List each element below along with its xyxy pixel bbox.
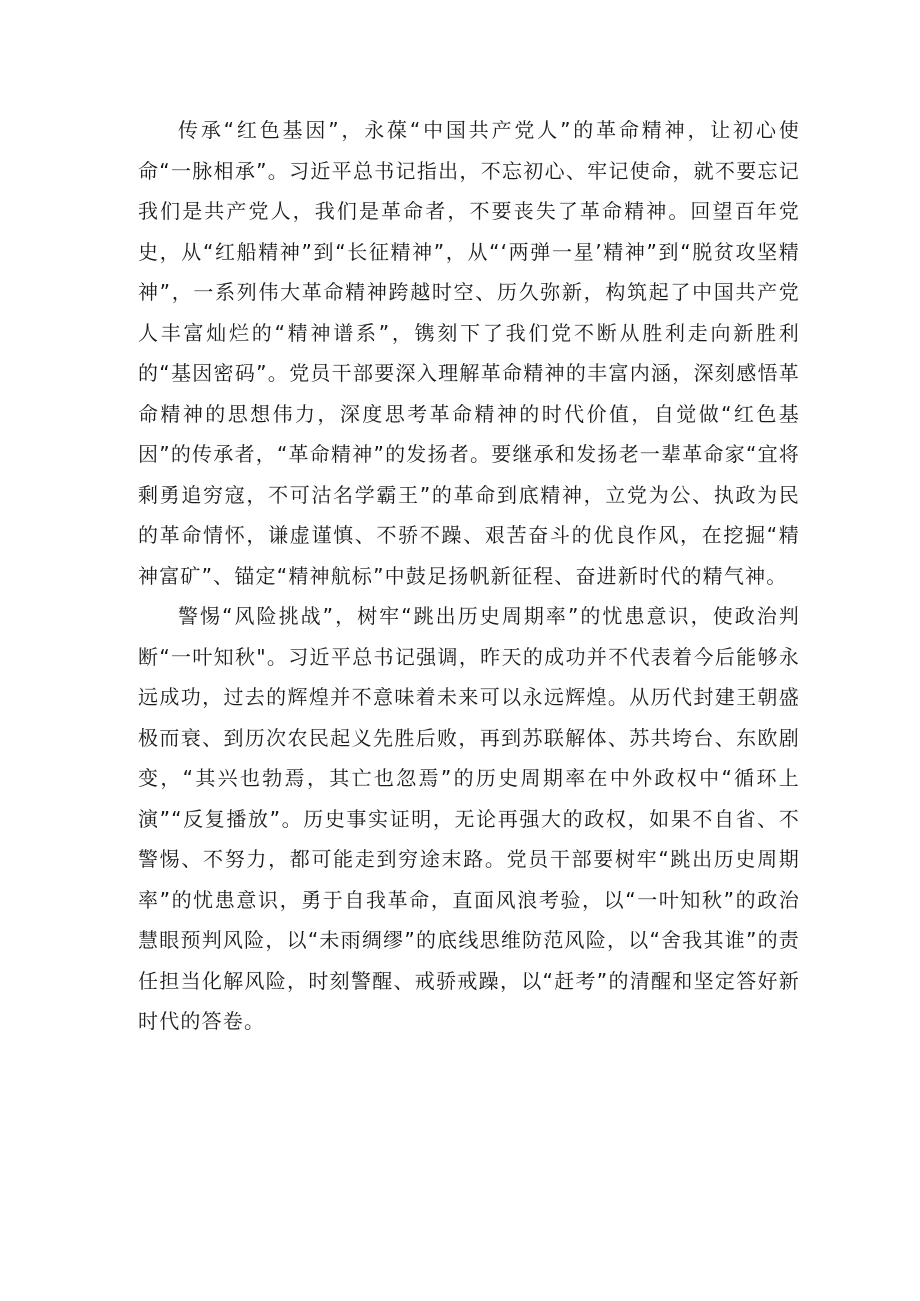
paragraph-risk-challenge: 警惕“风险挑战”，树牢“跳出历史周期率”的忧患意识，使政治判断“一叶知秋"。习近平总书记强调，昨天的成功并不代表着今后能够永远成功，过去的辉煌并不意味着未来可以永远辉煌。从历代封建王朝盛极而衰、到历次农民起义先胜后败，再到苏联解体、苏共垮台、东欧剧变，“其兴也勃焉，其亡也忽焉”的历史周期率在中外政权中“循环上演”“反复播放”。历史事实证明，无论再强大的政权，如果不自省、不警惕、不努力，都可能走到穷途末路。党员干部要树牢“跳出历史周期率”的忧患意识，勇于自我革命，直面风浪考验，以“一叶知秋”的政治慧眼预判风险，以“未雨绸缪”的底线思维防范风险，以“舍我其谁”的责任担当化解风险，时刻警醒、戒骄戒躁，以“赶考”的清醒和坚定答好新时代的答卷。 [138,604,800,1033]
paragraph-red-gene: 传承“红色基因”，永葆“中国共产党人”的革命精神，让初心使命“一脉相承”。习近平总书记指出，不忘初心、牢记使命，就不要忘记我们是共产党人，我们是革命者，不要丧失了革命精神。回望百年党史，从“红船精神”到“长征精神”，从“‘两弹一星’精神”到“脱贫攻坚精神”，一系列伟大革命精神跨越时空、历久弥新，构筑起了中国共产党人丰富灿烂的“精神谱系”，镌刻下了我们党不断从胜利走向新胜利的“基因密码”。党员干部要深入理解革命精神的丰富内涵，深刻感悟革命精神的思想伟力，深度思考革命精神的时代价值，自觉做“红色基因”的传承者，“革命精神”的发扬者。要继承和发扬老一辈革命家“宜将剩勇追穷寇，不可沽名学霸王”的革命到底精神，立党为公、执政为民的革命情怀，谦虚谨慎、不骄不躁、艰苦奋斗的优良作风，在挖掘“精神富矿”、锚定“精神航标”中鼓足扬帆新征程、奋进新时代的精气神。 [138,118,800,588]
article-body [138,110,800,1042]
